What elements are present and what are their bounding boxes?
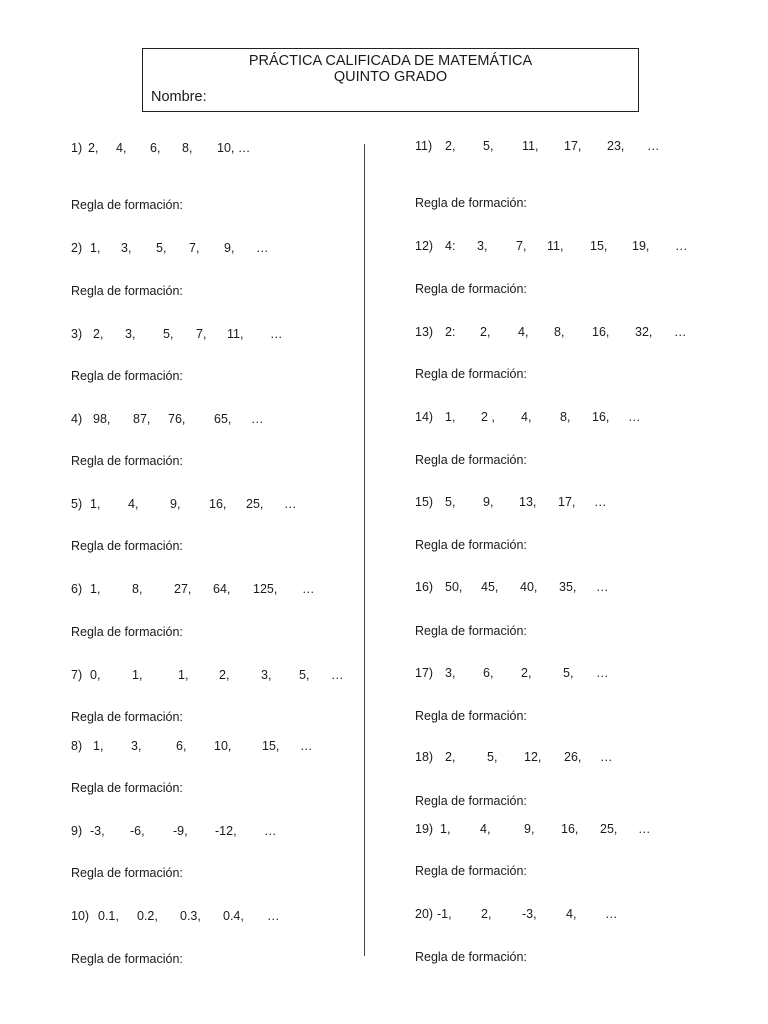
exercise-number: 14) [415,410,434,424]
exercise-number: 8) [71,739,83,753]
exercise-number: 10) [71,909,90,923]
exercise-number: 18) [415,750,434,764]
sequence-term: 1, [132,668,143,682]
sequence-term: 25, [246,497,264,511]
rule-label-3: Regla de formación: [71,369,183,383]
sequence-term: 1, [90,241,101,255]
sequence-term: 3, [125,327,136,341]
exercise-number: 2) [71,241,83,255]
sequence-term: 8, [132,582,143,596]
sequence-term: … [596,580,609,594]
sequence-term: 9, [170,497,181,511]
exercise-number: 19) [415,822,434,836]
sequence-term: 2, [445,139,456,153]
sequence-term: … [674,325,687,339]
rule-label-20: Regla de formación: [415,950,527,964]
sequence-term: … [594,495,607,509]
sequence-term: 17, [564,139,582,153]
sequence-term: 3, [131,739,142,753]
sequence-term: 0.3, [180,909,201,923]
sequence-term: 3, [477,239,488,253]
sequence-term: … [628,410,641,424]
sequence-term: 4, [566,907,577,921]
exercise-number: 3) [71,327,83,341]
sequence-term: -12, [215,824,237,838]
column-divider [364,144,365,956]
sequence-term: 25, [600,822,618,836]
sequence-term: 3, [121,241,132,255]
rule-label-9: Regla de formación: [71,866,183,880]
sequence-term: 2: [445,325,456,339]
sequence-term: 4, [116,141,127,155]
rule-label-10: Regla de formación: [71,952,183,966]
sequence-term: 3, [445,666,456,680]
sequence-term: 64, [213,582,231,596]
rule-label-5: Regla de formación: [71,539,183,553]
sequence-term: 26, [564,750,582,764]
rule-label-15: Regla de formación: [415,538,527,552]
sequence-term: 1, [93,739,104,753]
header-box [142,48,639,112]
sequence-term: 9, [483,495,494,509]
sequence-term: 23, [607,139,625,153]
sequence-term: 5, [163,327,174,341]
exercise-number: 16) [415,580,434,594]
sequence-term: 4, [128,497,139,511]
sequence-term: 45, [481,580,499,594]
sequence-term: -9, [173,824,188,838]
sequence-term: 3, [261,668,272,682]
sequence-term: -3, [522,907,537,921]
sequence-term: 1, [90,582,101,596]
name-label: Nombre: [151,89,207,105]
sequence-term: 5, [445,495,456,509]
exercise-number: 12) [415,239,434,253]
sequence-term: 4, [518,325,529,339]
exercise-number: 17) [415,666,434,680]
sequence-term: … [331,668,344,682]
rule-label-11: Regla de formación: [415,196,527,210]
sequence-term: 50, [445,580,463,594]
exercise-number: 1) [71,141,83,155]
rule-label-2: Regla de formación: [71,284,183,298]
sequence-term: 15, [262,739,280,753]
rule-label-14: Regla de formación: [415,453,527,467]
sequence-term: … [284,497,297,511]
rule-label-6: Regla de formación: [71,625,183,639]
exercise-number: 15) [415,495,434,509]
sequence-term: -3, [90,824,105,838]
sequence-term: 5, [563,666,574,680]
sequence-term: 13, [519,495,537,509]
sequence-term: 4, [480,822,491,836]
sequence-term: 11, [227,327,244,341]
rule-label-13: Regla de formación: [415,367,527,381]
sequence-term: … [300,739,313,753]
sequence-term: … [596,666,609,680]
exercise-number: 6) [71,582,83,596]
sequence-term: 8, [560,410,571,424]
sequence-term: 87, [133,412,151,426]
sequence-term: 10, … [217,141,251,155]
sequence-term: … [647,139,660,153]
sequence-term: 8, [554,325,565,339]
sequence-term: 2, [219,668,230,682]
sequence-term: 5, [156,241,167,255]
rule-label-1: Regla de formación: [71,198,183,212]
sequence-term: 16, [209,497,227,511]
rule-label-17: Regla de formación: [415,709,527,723]
sequence-term: 1, [90,497,101,511]
sequence-term: 17, [558,495,576,509]
sequence-term: 4: [445,239,456,253]
sequence-term: 0.4, [223,909,244,923]
exercise-number: 13) [415,325,434,339]
sequence-term: 9, [524,822,535,836]
sequence-term: -1, [437,907,452,921]
sequence-term: 11, [522,139,539,153]
sequence-term: 16, [592,325,610,339]
sequence-term: 1, [440,822,451,836]
sequence-term: 6, [176,739,187,753]
sequence-term: -6, [130,824,145,838]
sequence-term: … [638,822,651,836]
sequence-term: 32, [635,325,653,339]
sequence-term: … [267,909,280,923]
exercise-number: 20) [415,907,434,921]
sequence-term: 4, [521,410,532,424]
page-subtitle: QUINTO GRADO [333,69,448,85]
sequence-term: 40, [520,580,538,594]
sequence-term: … [302,582,315,596]
sequence-term: … [605,907,618,921]
sequence-term: 76, [168,412,186,426]
sequence-term: 7, [189,241,200,255]
sequence-term: 19, [632,239,650,253]
rule-label-8: Regla de formación: [71,781,183,795]
sequence-term: 2, [88,141,99,155]
rule-label-16: Regla de formación: [415,624,527,638]
rule-label-18: Regla de formación: [415,794,527,808]
rule-label-12: Regla de formación: [415,282,527,296]
sequence-term: 125, [253,582,278,596]
sequence-term: 2, [481,907,492,921]
sequence-term: 7, [516,239,527,253]
page-title: PRÁCTICA CALIFICADA DE MATEMÁTICA [248,53,533,69]
sequence-term: 5, [483,139,494,153]
sequence-term: … [675,239,688,253]
sequence-term: 1, [445,410,456,424]
rule-label-7: Regla de formación: [71,710,183,724]
sequence-term: 10, [214,739,232,753]
sequence-term: 5, [487,750,498,764]
rule-label-4: Regla de formación: [71,454,183,468]
sequence-term: 15, [590,239,608,253]
sequence-term: … [256,241,269,255]
exercise-number: 5) [71,497,83,511]
sequence-term: 1, [178,668,189,682]
sequence-term: 0, [90,668,101,682]
sequence-term: 0.1, [98,909,119,923]
sequence-term: 7, [196,327,207,341]
sequence-term: 5, [299,668,310,682]
sequence-term: 9, [224,241,235,255]
sequence-term: 65, [214,412,232,426]
sequence-term: 2 , [481,410,495,424]
exercise-number: 9) [71,824,83,838]
rule-label-19: Regla de formación: [415,864,527,878]
sequence-term: 35, [559,580,577,594]
sequence-term: 16, [561,822,579,836]
sequence-term: 8, [182,141,193,155]
sequence-term: 2, [480,325,491,339]
exercise-number: 7) [71,668,83,682]
sequence-term: 2, [521,666,532,680]
sequence-term: 2, [445,750,456,764]
sequence-term: … [270,327,283,341]
sequence-term: 0.2, [137,909,158,923]
sequence-term: 16, [592,410,610,424]
sequence-term: 27, [174,582,192,596]
sequence-term: 6, [150,141,161,155]
sequence-term: … [251,412,264,426]
sequence-term: … [600,750,613,764]
sequence-term: … [264,824,277,838]
sequence-term: 6, [483,666,494,680]
sequence-term: 98, [93,412,111,426]
sequence-term: 2, [93,327,104,341]
sequence-term: 11, [547,239,564,253]
exercise-number: 11) [415,139,433,153]
exercise-number: 4) [71,412,83,426]
sequence-term: 12, [524,750,542,764]
